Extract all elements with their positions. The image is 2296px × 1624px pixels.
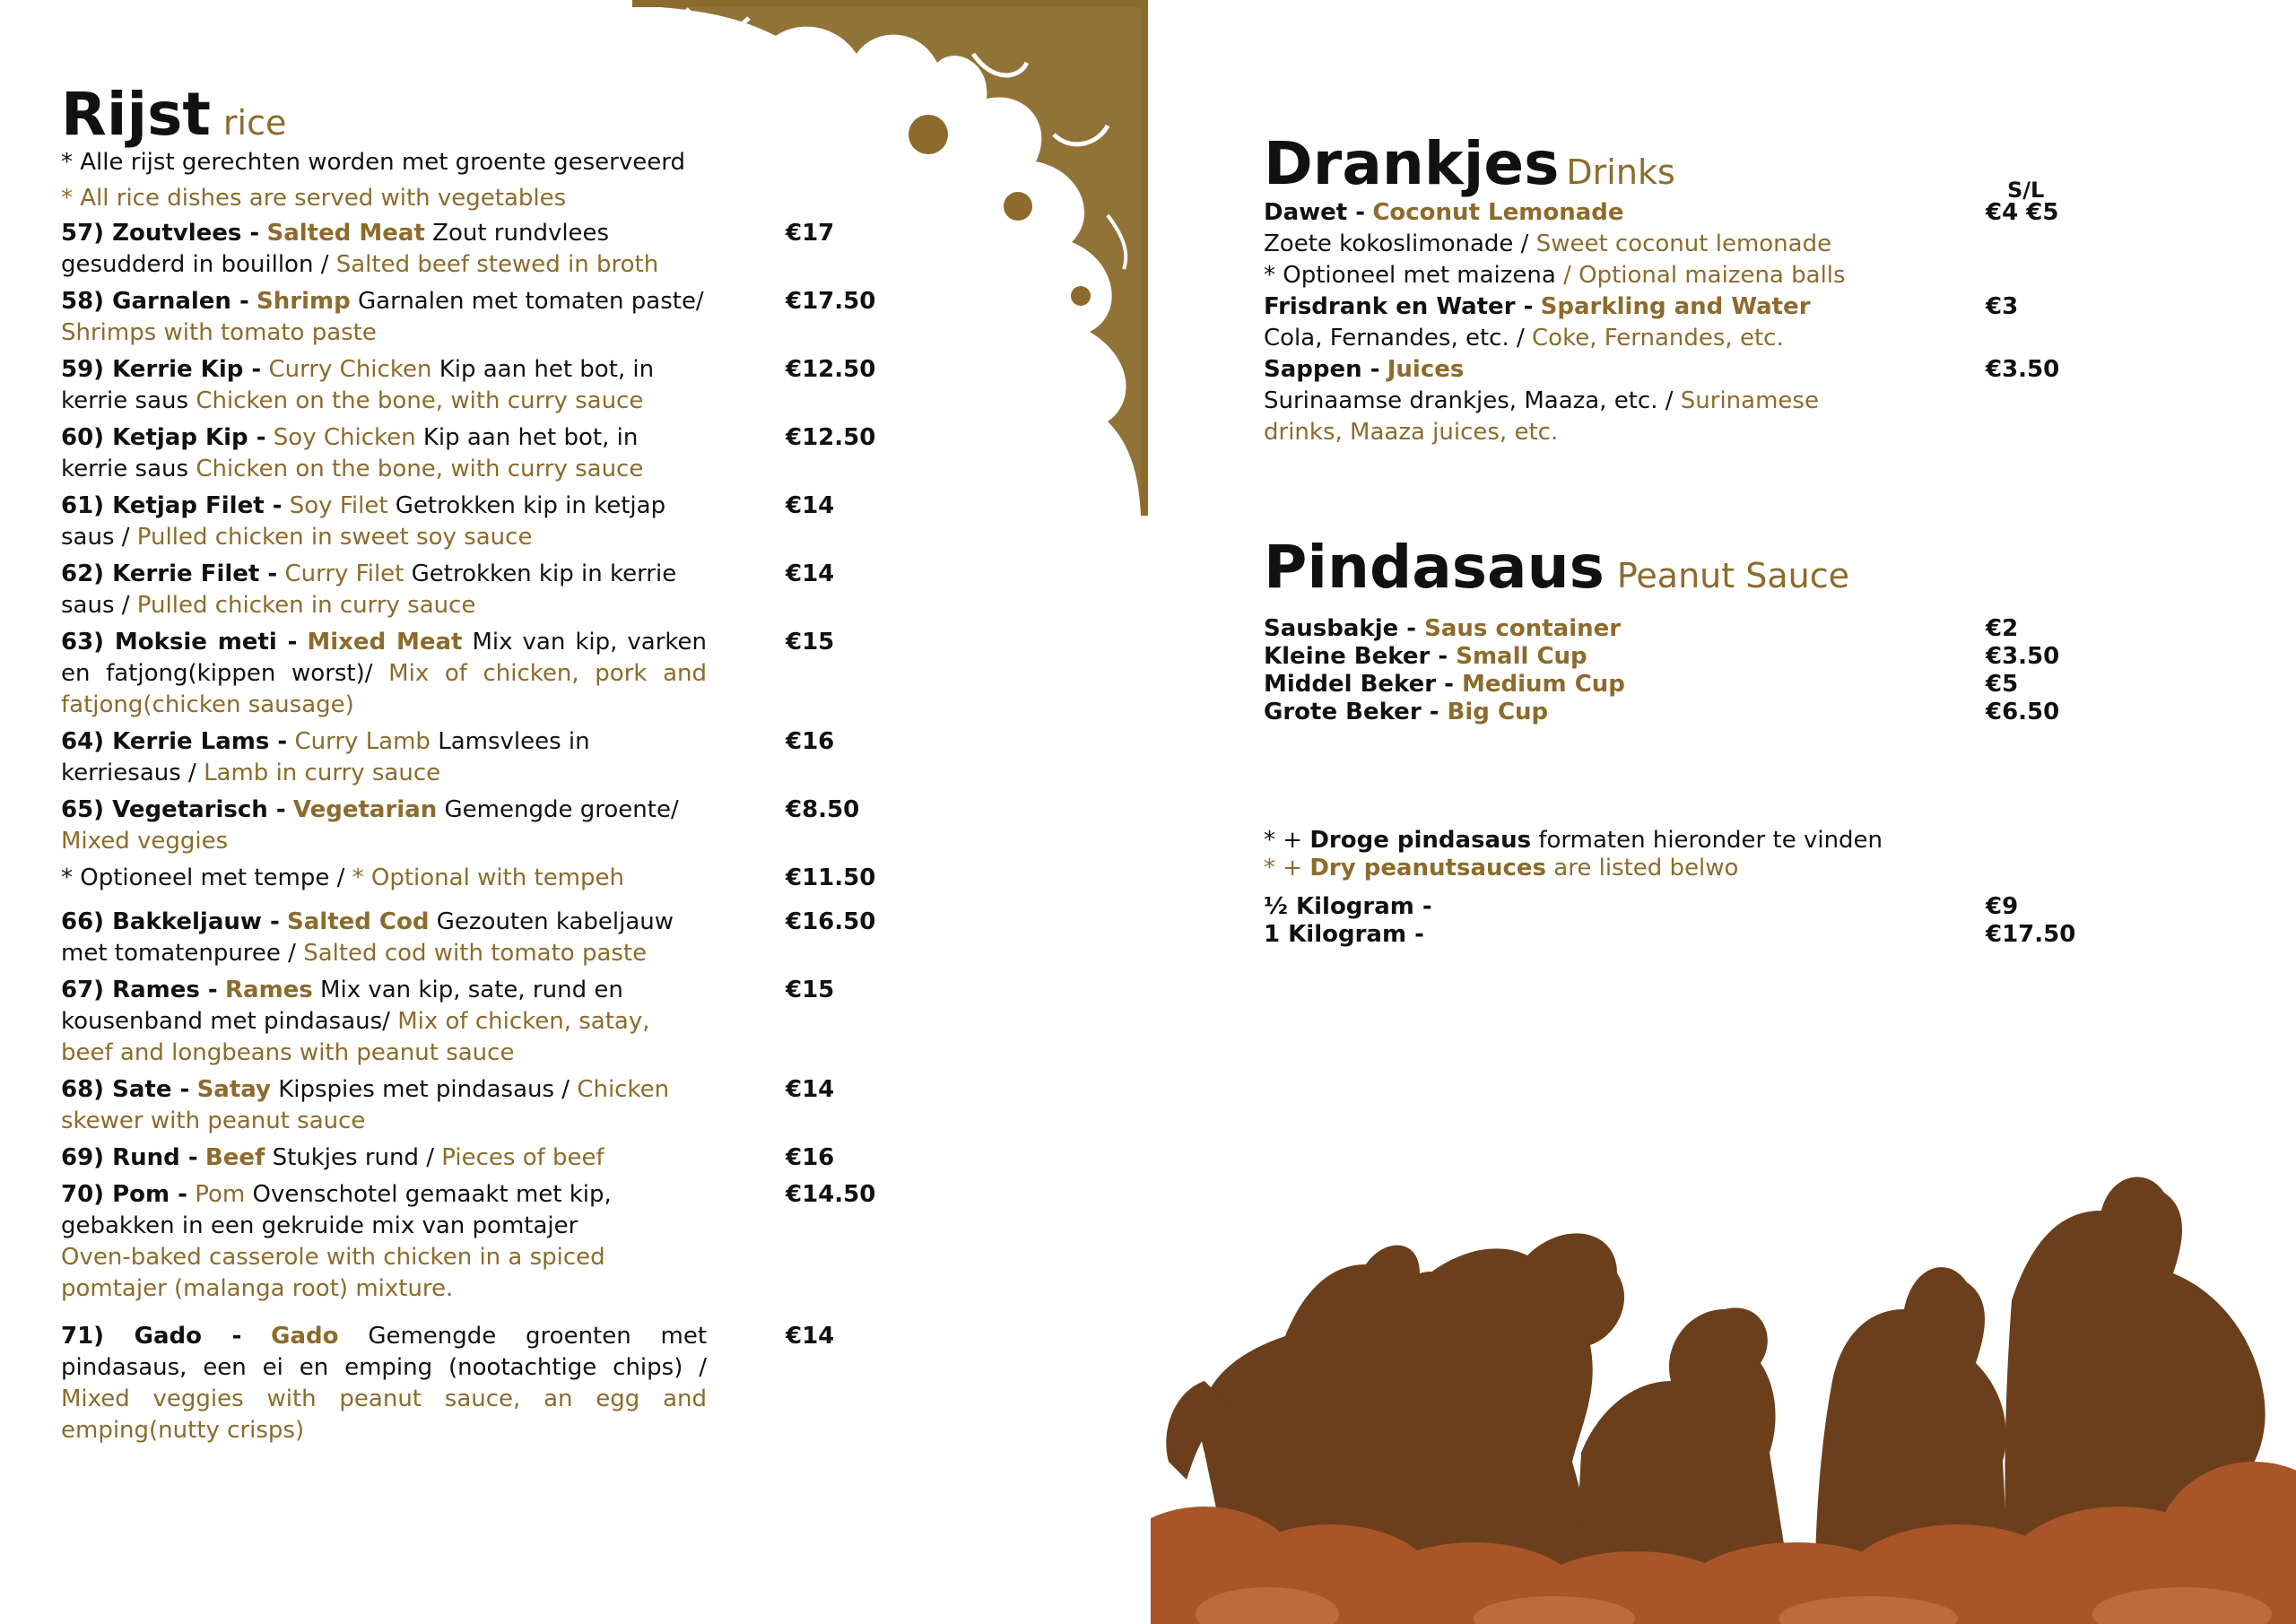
- item-description-en: Chicken skewer with peanut sauce: [61, 1076, 670, 1134]
- drink-name-nl: Dawet -: [1264, 199, 1366, 226]
- sauce-size-item: [1264, 615, 2071, 643]
- drink-name-en: Coconut Lemonade: [1372, 199, 1624, 226]
- menu-item: [61, 863, 876, 894]
- menu-item-text: [61, 627, 707, 721]
- item-number-name: 58) Garnalen -: [61, 288, 249, 315]
- rice-section: [61, 80, 886, 1452]
- item-description-nl: Gemengde groenten met pindasaus, een ei en emping (nootachtige chips) /: [61, 1323, 708, 1381]
- item-description-nl: Garnalen met tomaten paste/: [358, 288, 704, 315]
- dry-sauce-note: [1264, 827, 2071, 882]
- menu-item-text: [61, 422, 707, 485]
- drink-item-name: [1264, 197, 1909, 229]
- item-description-en: Chicken on the bone, with curry sauce: [196, 387, 644, 414]
- menu-item-text: [61, 218, 707, 281]
- sauce-size-item: [1264, 671, 2071, 699]
- item-description-nl: Getrokken kip in ketjap saus /: [61, 492, 666, 551]
- dry-sauce-label: ½ Kilogram -: [1264, 893, 1432, 920]
- menu-item: [61, 726, 835, 789]
- item-price: €17.50: [786, 288, 876, 315]
- drink-name-en: Sparkling and Water: [1540, 293, 1811, 320]
- item-english-name: Pom: [195, 1181, 246, 1208]
- item-description-nl: Stukjes rund /: [272, 1144, 435, 1171]
- menu-item-text: [61, 491, 707, 553]
- menu-item: [61, 1074, 835, 1137]
- sauce-size-item: [1264, 643, 2071, 671]
- rice-heading: [61, 80, 886, 149]
- menu-item-text: [61, 1074, 707, 1137]
- drink-item: [1264, 291, 2019, 354]
- item-description-en: Mixed veggies with peanut sauce, an egg and emping(nutty crisps): [61, 1385, 707, 1444]
- item-number-name: 64) Kerrie Lams -: [61, 728, 288, 755]
- menu-item: [61, 795, 860, 857]
- drinks-subtitle: Drinks: [1566, 152, 1675, 192]
- menu-item-text: [61, 559, 707, 621]
- item-description-en: Oven-baked casserole with chicken in a spiced pomtajer (malanga root) mixture.: [61, 1244, 605, 1302]
- sauce-size-en: Saus container: [1424, 615, 1622, 642]
- item-description-en: Shrimps with tomato paste: [61, 319, 377, 346]
- drink-item: [1264, 354, 2060, 448]
- dry-sauce-price: €17.50: [1986, 921, 2076, 948]
- item-number-name: 69) Rund -: [61, 1144, 198, 1171]
- item-description-en: Pieces of beef: [441, 1144, 604, 1171]
- drink-name-nl: Frisdrank en Water -: [1264, 293, 1534, 320]
- item-description-nl: Gemengde groente/: [444, 796, 679, 823]
- dry-sauce-note-en: * + Dry peanutsauces are listed belwo: [1264, 855, 1739, 881]
- option-nl: * Optioneel met tempe /: [61, 864, 345, 891]
- menu-item-text: [61, 975, 707, 1069]
- drinks-section: [1264, 129, 2076, 949]
- sauce-size-item: [1264, 699, 2071, 726]
- item-description-en: Chicken on the bone, with curry sauce: [196, 456, 644, 482]
- item-english-name: Soy Filet: [289, 492, 388, 519]
- item-number-name: 65) Vegetarisch -: [61, 796, 286, 823]
- item-price: €16.50: [786, 908, 876, 935]
- item-description-en: Mix of chicken, pork and fatjong(chicken sausage): [61, 660, 707, 718]
- item-english-name: Gado: [271, 1323, 339, 1350]
- menu-item: [61, 491, 835, 553]
- peanut-sauce-heading: [1264, 533, 2071, 602]
- rice-note-nl: * Alle rijst gerechten worden met groente geserveerd: [61, 149, 685, 176]
- drink-item-name: [1264, 354, 1892, 386]
- item-description-nl: Gezouten kabeljauw met tomatenpuree /: [61, 908, 674, 967]
- item-price: €14: [786, 1076, 835, 1103]
- item-description-nl: Kip aan het bot, in kerrie saus: [61, 356, 655, 414]
- menu-item-text: [61, 1321, 707, 1446]
- item-description-nl: Mix van kip, varken en fatjong(kippen worst)/: [61, 629, 708, 687]
- sauce-size-nl: Kleine Beker -: [1264, 643, 1448, 670]
- drink-name-nl: Sappen -: [1264, 356, 1380, 383]
- option-en: * Optional with tempeh: [352, 864, 624, 891]
- dry-sauce-label: 1 Kilogram -: [1264, 921, 1424, 948]
- item-price: €14: [786, 1323, 835, 1350]
- dry-sauce-price: €9: [1986, 893, 2019, 920]
- item-price: €15: [786, 977, 835, 1003]
- menu-item: [61, 907, 876, 969]
- item-price: €17: [786, 220, 835, 247]
- menu-item: [61, 218, 835, 281]
- menu-item-text: [61, 726, 707, 789]
- sauce-price: €2: [1986, 615, 2019, 642]
- item-number-name: 66) Bakkeljauw -: [61, 908, 280, 935]
- item-description-en: Mixed veggies: [61, 828, 229, 855]
- menu-item: [61, 354, 876, 417]
- rice-note-en: * All rice dishes are served with vegetables: [61, 185, 567, 212]
- item-description-en: Mix of chicken, satay, beef and longbeans with peanut sauce: [61, 1008, 650, 1066]
- menu-item: [61, 422, 876, 485]
- drink-description: Cola, Fernandes, etc. / Coke, Fernandes, etc.: [1264, 325, 1784, 352]
- drink-item-name: [1264, 291, 1909, 323]
- item-price: €16: [786, 1144, 835, 1171]
- item-description-en: Salted beef stewed in broth: [335, 251, 659, 278]
- sauce-size-nl: Middel Beker -: [1264, 671, 1454, 698]
- item-description-nl: Ovenschotel gemaakt met kip, gebakken in een gekruide mix van pomtajer: [61, 1181, 612, 1239]
- dry-sauce-item: [1264, 893, 2071, 921]
- item-english-name: Shrimp: [257, 288, 351, 315]
- item-description-en: Salted cod with tomato paste: [303, 940, 648, 967]
- item-number-name: 57) Zoutvlees -: [61, 220, 260, 247]
- drink-name-en: Juices: [1387, 356, 1465, 383]
- rice-title: Rijst: [61, 80, 211, 149]
- menu-item: [61, 1321, 835, 1446]
- menu-item: [61, 627, 835, 721]
- item-price: €8.50: [786, 796, 860, 823]
- item-price: €14: [786, 560, 835, 587]
- item-description-nl: Getrokken kip in kerrie saus /: [61, 560, 677, 619]
- item-number-name: 67) Rames -: [61, 977, 218, 1003]
- menu-item-text: [61, 286, 707, 349]
- item-english-name: Satay: [196, 1076, 271, 1103]
- item-description-nl: Mix van kip, sate, rund en kousenband met pindasaus/: [61, 977, 623, 1035]
- item-description-nl: Lamsvlees in kerriesaus /: [61, 728, 590, 786]
- menu-item: [61, 286, 876, 349]
- sauce-size-en: Medium Cup: [1462, 671, 1625, 698]
- item-number-name: 70) Pom -: [61, 1181, 187, 1208]
- rice-subtitle: rice: [222, 103, 287, 143]
- item-price: €14: [786, 492, 835, 519]
- drink-item: [1264, 197, 2059, 291]
- item-price: €15: [786, 629, 835, 656]
- item-english-name: Rames: [225, 977, 313, 1003]
- item-price: €12.50: [786, 356, 876, 383]
- drink-price: €3.50: [1986, 356, 2060, 383]
- sauce-size-nl: Grote Beker -: [1264, 699, 1439, 725]
- item-price: €12.50: [786, 424, 876, 451]
- sizes-label: S/L: [2007, 178, 2045, 203]
- drink-price: €4 €5: [1986, 199, 2059, 226]
- menu-item: [61, 975, 835, 1069]
- item-description-nl: Kip aan het bot, in kerrie saus: [61, 424, 639, 482]
- menu-item-text: [61, 907, 707, 969]
- item-price: €16: [786, 728, 835, 755]
- item-description-en: Lamb in curry sauce: [204, 760, 441, 786]
- item-number-name: 62) Kerrie Filet -: [61, 560, 278, 587]
- item-english-name: Curry Lamb: [294, 728, 430, 755]
- item-description-nl: Kipspies met pindasaus /: [278, 1076, 570, 1103]
- item-english-name: Salted Meat: [266, 220, 425, 247]
- item-english-name: Beef: [204, 1144, 265, 1171]
- peanut-sauce-subtitle: Peanut Sauce: [1616, 556, 1849, 595]
- menu-item: [61, 1179, 876, 1305]
- item-english-name: Salted Cod: [287, 908, 430, 935]
- item-price: €11.50: [786, 864, 876, 891]
- menu-item-text: [61, 1142, 707, 1174]
- drinks-heading: [1264, 129, 2071, 198]
- dry-sauce-note-nl: * + Droge pindasaus formaten hieronder te vinden: [1264, 827, 1883, 854]
- item-english-name: Soy Chicken: [273, 424, 416, 451]
- item-number-name: 71) Gado -: [61, 1323, 242, 1350]
- sauce-price: €3.50: [1986, 643, 2060, 670]
- menu-item-text: [61, 863, 707, 894]
- item-description-en: Pulled chicken in sweet soy sauce: [136, 524, 533, 551]
- drink-description: Surinaamse drankjes, Maaza, etc. / Surinamese drinks, Maaza juices, etc.: [1264, 387, 1819, 446]
- item-description-en: Pulled chicken in curry sauce: [136, 592, 476, 619]
- item-english-name: Curry Chicken: [268, 356, 432, 383]
- sauce-size-en: Big Cup: [1447, 699, 1549, 725]
- sauce-size-nl: Sausbakje -: [1264, 615, 1417, 642]
- drink-price: €3: [1986, 293, 2019, 320]
- menu-item: [61, 1142, 835, 1174]
- drink-option: * Optioneel met maizena / Optional maizena balls: [1264, 262, 1846, 289]
- sauce-size-en: Small Cup: [1456, 643, 1587, 670]
- menu-item-text: [61, 354, 707, 417]
- menu-item-text: [61, 795, 707, 857]
- item-number-name: 61) Ketjap Filet -: [61, 492, 283, 519]
- item-description-nl: Zout rundvlees gesudderd in bouillon /: [61, 220, 610, 278]
- item-number-name: 60) Ketjap Kip -: [61, 424, 266, 451]
- drinks-title: Drankjes: [1264, 129, 1560, 198]
- item-english-name: Mixed Meat: [307, 629, 463, 656]
- peanut-sauce-title: Pindasaus: [1264, 533, 1605, 602]
- item-number-name: 59) Kerrie Kip -: [61, 356, 262, 383]
- drink-description: Zoete kokoslimonade / Sweet coconut lemonade: [1264, 230, 1832, 257]
- dry-sauce-item: [1264, 921, 2076, 949]
- item-number-name: 68) Sate -: [61, 1076, 190, 1103]
- item-price: €14.50: [786, 1181, 876, 1208]
- menu-item-text: [61, 1179, 707, 1305]
- item-english-name: Vegetarian: [292, 796, 438, 823]
- item-english-name: Curry Filet: [284, 560, 404, 587]
- item-number-name: 63) Moksie meti -: [61, 629, 298, 656]
- sauce-price: €6.50: [1986, 699, 2060, 725]
- sauce-price: €5: [1986, 671, 2019, 698]
- wayang-silhouette-illustration: [1151, 1157, 2296, 1624]
- menu-item: [61, 559, 835, 621]
